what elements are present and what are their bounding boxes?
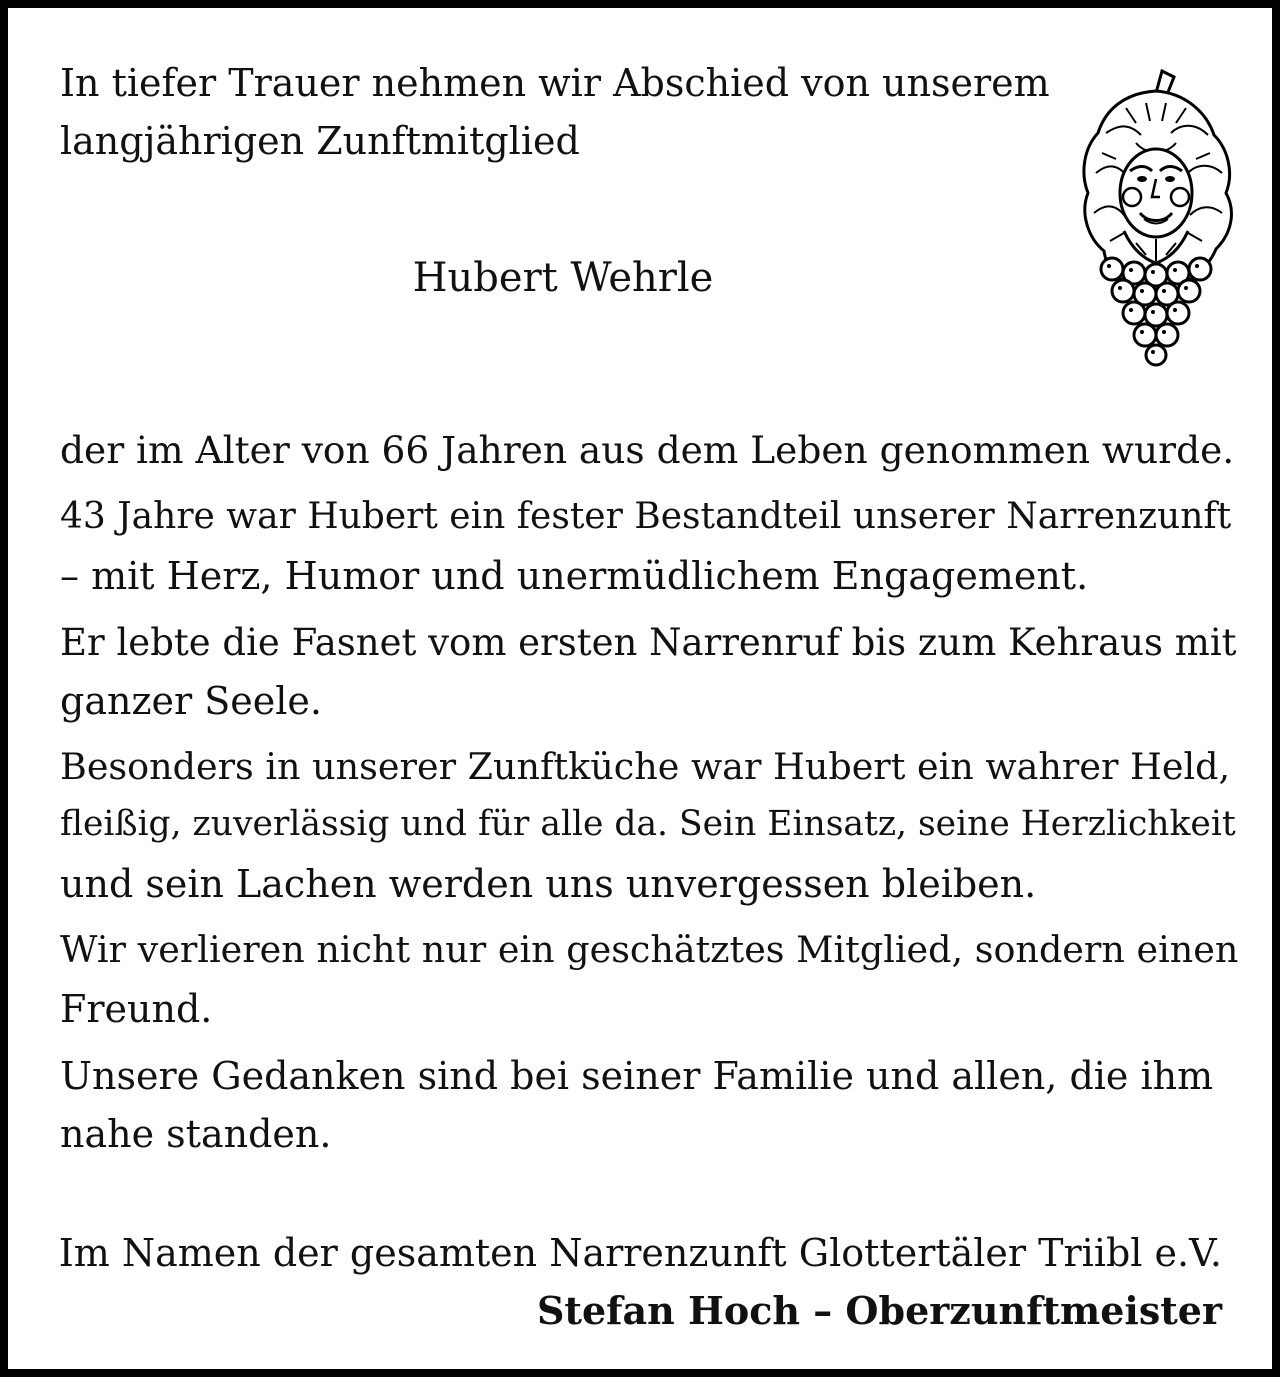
paragraph-2-line-1: 43 Jahre war Hubert ein fester Bestandteil unserer Narrenzunft [60, 496, 1232, 537]
grape-mask-emblem-icon [1066, 63, 1246, 368]
paragraph-5-line-1: Wir verlieren nicht nur ein geschätztes Mitglied, sondern einen [60, 928, 1239, 971]
signature-organization: Im Namen der gesamten Narrenzunft Glottertäler Triibl e.V. [58, 1231, 1222, 1275]
paragraph-1-line-1: der im Alter von 66 Jahren aus dem Leben genommen wurde. [60, 428, 1235, 472]
paragraph-4-line-3: und sein Lachen werden uns unvergessen bleiben. [60, 862, 1037, 906]
paragraph-5-line-2: Freund. [60, 987, 213, 1031]
paragraph-3-line-1: Er lebte die Fasnet vom ersten Narrenruf bis zum Kehraus mit [60, 621, 1237, 664]
paragraph-6-line-2: nahe standen. [60, 1112, 332, 1156]
intro-line-2: langjährigen Zunftmitglied [60, 119, 580, 163]
deceased-name: Hubert Wehrle [412, 255, 714, 301]
paragraph-2-line-2: – mit Herz, Humor und unermüdlichem Engagement. [60, 554, 1089, 598]
paragraph-6-line-1: Unsere Gedanken sind bei seiner Familie und allen, die ihm [60, 1054, 1214, 1098]
intro-line-1: In tiefer Trauer nehmen wir Abschied von unserem [60, 61, 1050, 105]
signature-name: Stefan Hoch – Oberzunftmeister [536, 1288, 1222, 1333]
paragraph-4-line-1: Besonders in unserer Zunftküche war Hubert ein wahrer Held, [60, 745, 1231, 788]
paragraph-4-line-2: fleißig, zuverlässig und für alle da. Sein Einsatz, seine Herzlichkeit [60, 804, 1236, 844]
paragraph-3-line-2: ganzer Seele. [60, 679, 322, 723]
